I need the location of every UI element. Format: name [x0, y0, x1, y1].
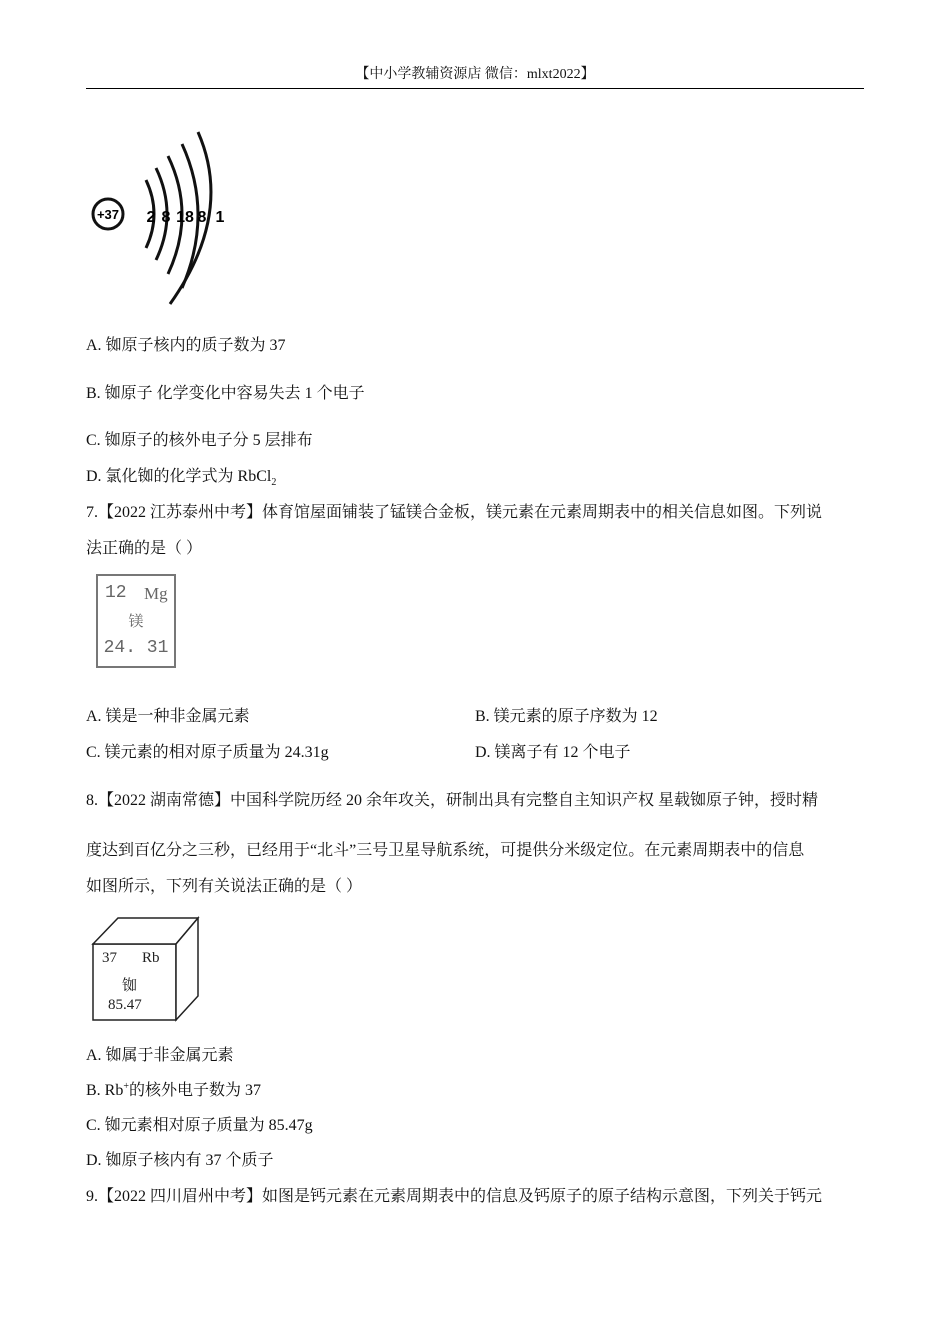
magnesium-periodic-cell [96, 574, 176, 668]
mg-atomic-mass: 24. 31 [103, 638, 169, 658]
nucleus-charge: +37 [96, 207, 120, 222]
q7-option-c: C. 镁元素的相对原子质量为 24.31g [86, 744, 329, 761]
q8-option-d: D. 铷原子核内有 37 个质子 [86, 1152, 274, 1169]
q8-option-b [86, 1080, 261, 1102]
rubidium-periodic-cube [90, 914, 200, 1022]
cube-outline [90, 914, 200, 1022]
q8-option-b-text: 的核外电子数为 37 [128, 1082, 261, 1099]
q8-option-b-prefix: B. Rb [86, 1082, 124, 1099]
q8-stem-line-3: 如图所示，下列有关说法正确的是（ ） [86, 878, 363, 895]
q6-option-b: B. 铷原子 化学变化中容易失去 1 个电子 [86, 385, 365, 402]
q6-option-c: C. 铷原子的核外电子分 5 层排布 [86, 432, 313, 449]
q7-option-d: D. 镁离子有 12 个电子 [475, 744, 631, 761]
q7-option-b: B. 镁元素的原子序数为 12 [475, 708, 658, 725]
q8-option-a: A. 铷属于非金属元素 [86, 1047, 234, 1064]
page-header: 【中小学教辅资源店 微信：mlxt2022】 [86, 64, 864, 89]
rb-atomic-mass: 85.47 [108, 997, 142, 1013]
shell-electrons-1: 2 [146, 209, 156, 226]
q9-stem-line-1: 9.【2022 四川眉州中考】如图是钙元素在元素周期表中的信息及钙原子的原子结构示意图，下列关于钙元 [86, 1188, 823, 1205]
q7-stem-line-2: 法正确的是（ ） [86, 540, 203, 557]
rb-atomic-number: 37 [102, 950, 117, 966]
q8-stem-line-1: 8.【2022 湖南常德】中国科学院历经 20 余年攻关，研制出具有完整自主知识产权 星载铷原子钟，授时精 [86, 792, 819, 809]
shell-electrons-5: 1 [215, 209, 225, 226]
rubidium-atom-structure-diagram [90, 128, 240, 310]
q7-option-a: A. 镁是一种非金属元素 [86, 708, 250, 725]
mg-atomic-number: 12 [105, 583, 127, 603]
rb-symbol: Rb [142, 950, 160, 966]
shell-electrons-3: 18 [176, 209, 194, 226]
q8-option-b-superscript: + [123, 1081, 129, 1092]
mg-name: 镁 [128, 612, 144, 630]
q8-option-c: C. 铷元素相对原子质量为 85.47g [86, 1117, 313, 1134]
q6-option-a: A. 铷原子核内的质子数为 37 [86, 337, 286, 354]
shell-electrons-2: 8 [161, 209, 171, 226]
q6-option-d-subscript: 2 [271, 477, 277, 489]
shell-electrons-4: 8 [197, 209, 207, 226]
q6-option-d [86, 466, 276, 488]
q8-stem-line-2: 度达到百亿分之三秒，已经用于“北斗”三号卫星导航系统，可提供分米级定位。在元素周期表中的信息 [86, 842, 805, 859]
mg-symbol: Mg [144, 584, 168, 603]
rb-name: 铷 [122, 976, 138, 994]
q7-stem-line-1: 7.【2022 江苏泰州中考】体育馆屋面铺装了锰镁合金板，镁元素在元素周期表中的相关信息如图。下列说 [86, 504, 823, 521]
q6-option-d-text: D. 氯化铷的化学式为 RbCl [86, 468, 272, 485]
